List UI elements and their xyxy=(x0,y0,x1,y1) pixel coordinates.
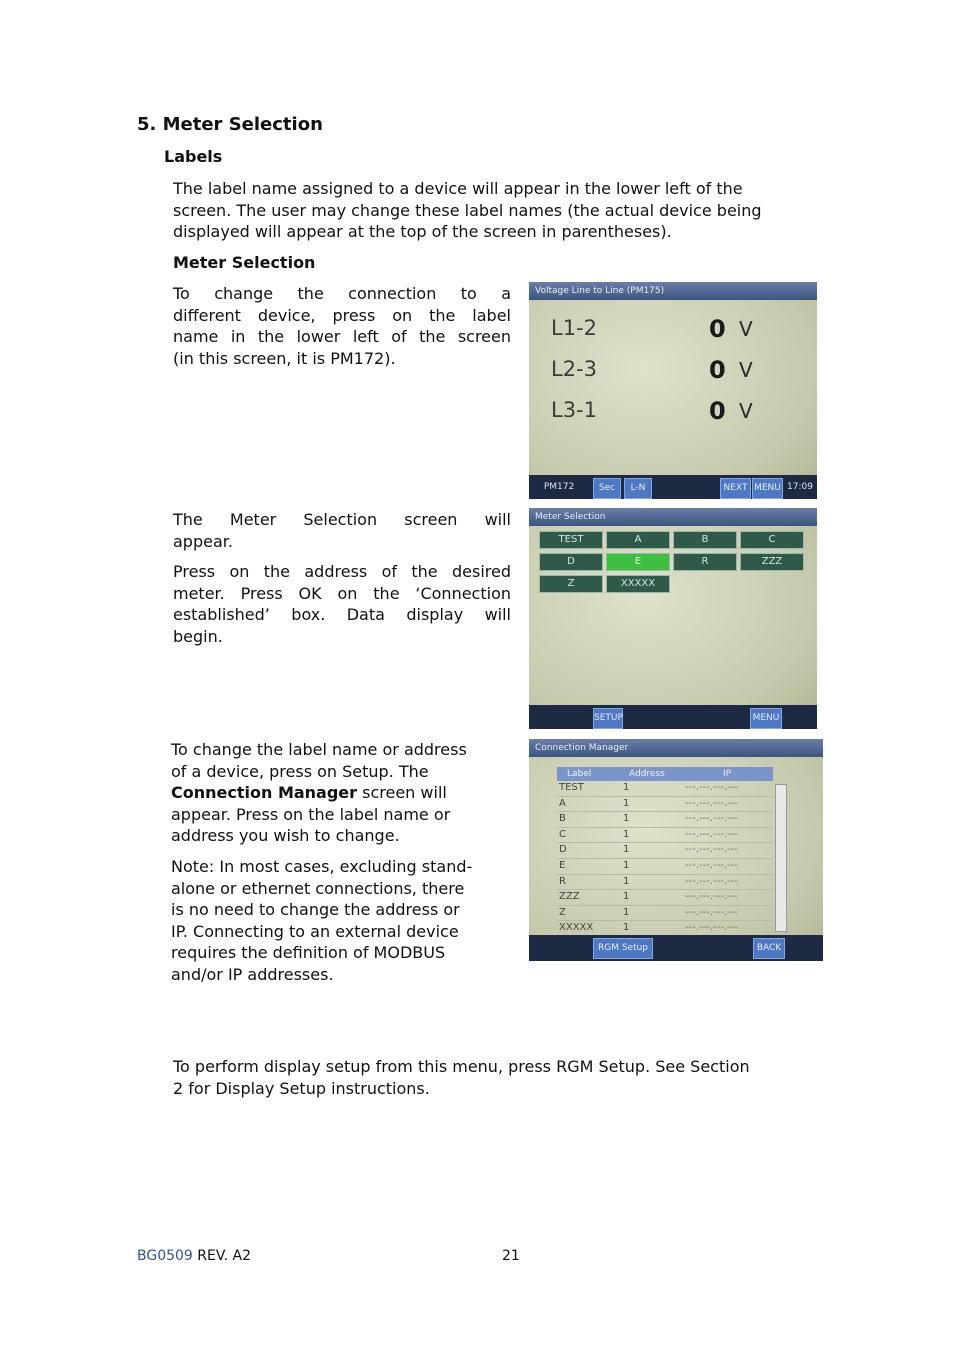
meter-tile[interactable]: D xyxy=(539,553,603,571)
row-value: 0 xyxy=(709,397,726,425)
address-cell: 1 xyxy=(623,797,630,809)
address-cell: 1 xyxy=(623,859,630,871)
ip-cell: ---.---.---.--- xyxy=(685,906,738,918)
ip-cell: ---.---.---.--- xyxy=(685,797,738,809)
table-header: Label Address IP xyxy=(557,767,773,781)
address-cell: 1 xyxy=(623,906,630,918)
meter-selection-heading: Meter Selection xyxy=(173,253,316,272)
address-cell: 1 xyxy=(623,844,630,856)
address-cell: 1 xyxy=(623,891,630,903)
footer-doc-id xyxy=(137,1248,251,1264)
row-value: 0 xyxy=(709,315,726,343)
label-cell: TEST xyxy=(559,782,584,793)
labels-paragraph: The label name assigned to a device will appear in the lower left of the screen. The user may change these label names (the actual device being displayed will appear at the top of the screen in parentheses). xyxy=(173,179,762,241)
ip-cell: ---.---.---.--- xyxy=(685,922,738,934)
section-title: 5. Meter Selection xyxy=(137,114,323,135)
ip-cell: ---.---.---.--- xyxy=(685,875,738,887)
doc-code: BG0509 xyxy=(137,1248,193,1264)
meter-tile[interactable]: C xyxy=(740,531,804,549)
ip-cell: ---.---.---.--- xyxy=(685,813,738,825)
note-paragraph: Note: In most cases, excluding stand- alone or ethernet connections, there is no need to change the address or IP. Connecting to an external device requires the definition of MODBUS and/or IP addresses. xyxy=(171,857,473,984)
label-cell: C xyxy=(559,828,566,840)
address-cell: 1 xyxy=(623,782,630,793)
meter-selection-bottombar xyxy=(529,705,817,729)
meter-tile[interactable]: Z xyxy=(539,575,603,593)
next-button[interactable]: NEXT xyxy=(720,478,751,499)
connection-manager-bottombar xyxy=(529,935,823,961)
labels-heading: Labels xyxy=(164,147,223,166)
change-connection-paragraph: To change the connection to a different device, press on the label name in the lower left of the screen (in this screen, it is PM172). xyxy=(173,284,511,368)
meter-tile[interactable]: ZZZ xyxy=(740,553,804,571)
meter-tile[interactable]: R xyxy=(673,553,737,571)
voltage-screen-bottombar xyxy=(529,475,817,499)
label-cell: A xyxy=(559,797,566,809)
label-cell: ZZZ xyxy=(559,891,580,903)
row-unit: V xyxy=(739,399,753,423)
meter-tile[interactable]: XXXXX xyxy=(606,575,670,593)
table-row[interactable] xyxy=(557,890,773,906)
address-cell: 1 xyxy=(623,922,630,934)
ip-cell: ---.---.---.--- xyxy=(685,844,738,856)
voltage-screen-photo xyxy=(529,282,817,499)
meter-tile[interactable]: TEST xyxy=(539,531,603,549)
row-label: L3-1 xyxy=(551,398,597,422)
meter-tile[interactable]: A xyxy=(606,531,670,549)
row-unit: V xyxy=(739,358,753,382)
address-cell: 1 xyxy=(623,813,630,825)
ip-cell: ---.---.---.--- xyxy=(685,891,738,903)
doc-rev: REV. A2 xyxy=(192,1248,252,1264)
table-body xyxy=(557,781,773,937)
menu-button[interactable]: MENU xyxy=(752,478,783,499)
meter-selection-title: Meter Selection xyxy=(529,508,817,526)
connection-manager-term: Connection Manager xyxy=(171,783,358,802)
sec-button[interactable]: Sec xyxy=(593,478,621,499)
row-unit: V xyxy=(739,317,753,341)
label-cell: D xyxy=(559,844,567,856)
meter-tile[interactable]: B xyxy=(673,531,737,549)
label-cell: R xyxy=(559,875,566,887)
table-row[interactable] xyxy=(557,875,773,891)
table-row[interactable] xyxy=(557,828,773,844)
row-value: 0 xyxy=(709,356,726,384)
back-button[interactable]: BACK xyxy=(753,938,785,959)
page-number: 21 xyxy=(502,1248,520,1264)
menu-button[interactable]: MENU xyxy=(750,708,782,729)
label-cell: B xyxy=(559,813,566,825)
rgm-setup-button[interactable]: RGM Setup xyxy=(593,938,653,959)
ip-cell: ---.---.---.--- xyxy=(685,828,738,840)
meter-selection-screen-photo xyxy=(529,508,817,729)
label-cell: XXXXX xyxy=(559,922,594,934)
row-label: L2-3 xyxy=(551,357,597,381)
ip-cell: ---.---.---.--- xyxy=(685,859,738,871)
address-cell: 1 xyxy=(623,875,630,887)
meter-tile-selected[interactable]: E xyxy=(606,553,670,571)
connection-manager-screen-photo xyxy=(529,739,823,961)
device-label-button[interactable]: PM172 xyxy=(543,482,575,492)
table-row[interactable] xyxy=(557,797,773,813)
row-label: L1-2 xyxy=(551,316,597,340)
change-label-paragraph: To change the label name or address of a device, press on Setup. The Connection Manager screen will appear. Press on the label name or address you wish to change. xyxy=(171,740,467,845)
label-cell: Z xyxy=(559,906,566,918)
ip-cell: ---.---.---.--- xyxy=(685,782,738,793)
connection-manager-title: Connection Manager xyxy=(529,739,823,757)
table-row[interactable] xyxy=(557,812,773,828)
setup-button[interactable]: SETUP xyxy=(593,708,623,729)
table-row[interactable] xyxy=(557,859,773,875)
voltage-screen-title: Voltage Line to Line (PM175) xyxy=(529,282,817,300)
clock-readout: 17:09 xyxy=(787,482,813,492)
label-cell: E xyxy=(559,859,566,871)
address-cell: 1 xyxy=(623,828,630,840)
table-row[interactable] xyxy=(557,906,773,922)
connection-table xyxy=(557,767,773,937)
screen-appear-paragraph: The Meter Selection screen will appear. xyxy=(173,510,511,551)
table-row[interactable] xyxy=(557,843,773,859)
ln-button[interactable]: L-N xyxy=(624,478,652,499)
display-setup-paragraph: To perform display setup from this menu, press RGM Setup. See Section 2 for Display Setup instructions. xyxy=(173,1057,750,1098)
press-address-paragraph: Press on the address of the desired meter. Press OK on the ‘Connection established’ box. Data display will begin. xyxy=(173,562,511,646)
scrollbar[interactable] xyxy=(775,784,787,932)
table-row[interactable] xyxy=(557,781,773,797)
